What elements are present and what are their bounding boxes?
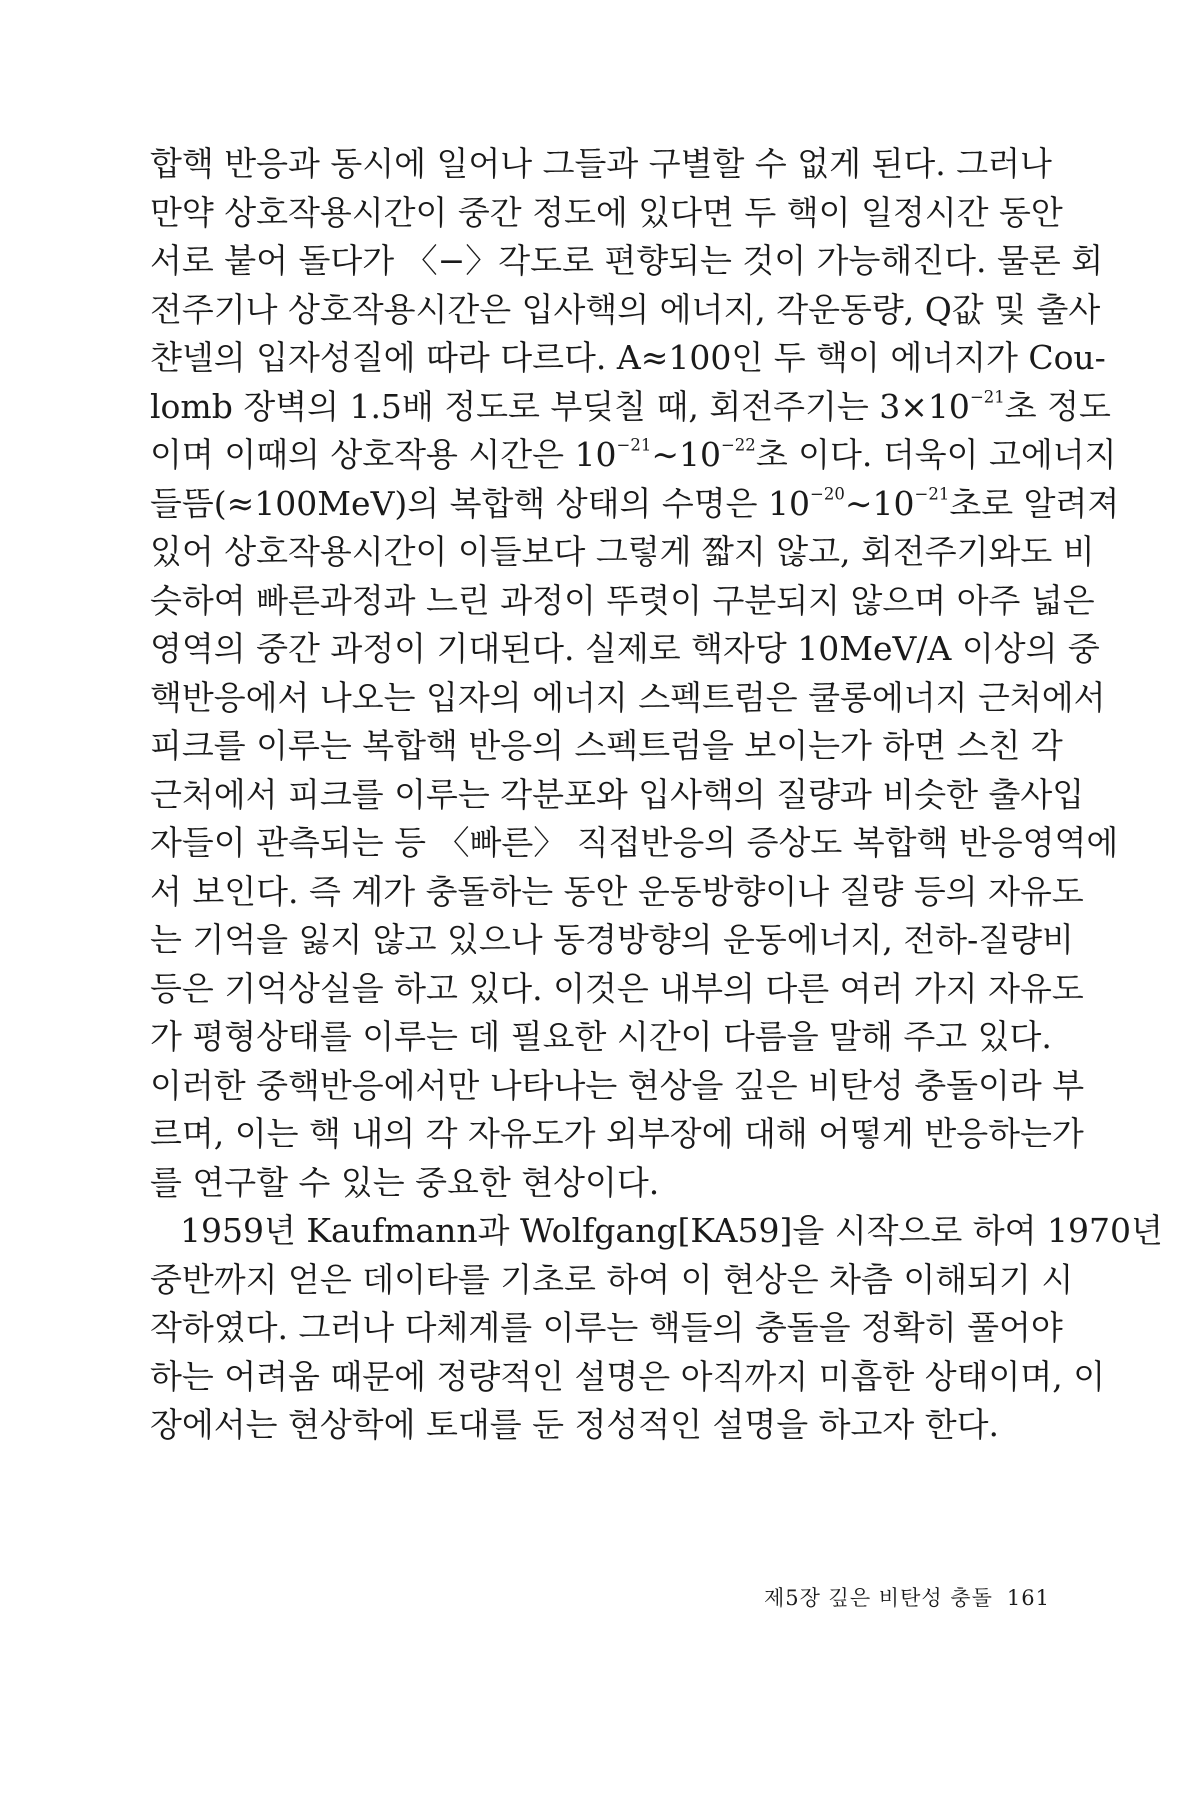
text-line: 르며, 이는 핵 내의 각 자유도가 외부장에 대해 어떻게 반응하는가 (150, 1114, 1084, 1153)
text-line: 있어 상호작용시간이 이들보다 그렇게 짧지 않고, 회전주기와도 비 (150, 532, 1095, 571)
text-line: 하는 어려움 때문에 정량적인 설명은 아직까지 미흡한 상태이며, 이 (150, 1356, 1106, 1396)
text-line: 1959년 Kaufmann과 Wolfgang[KA59]을 시작으로 하여 1970년 (180, 1211, 1163, 1250)
text-line: 자들이 관측되는 등 〈빠른〉 직접반응의 증상도 복합핵 반응영역에 (150, 823, 1119, 862)
text-line: 중반까지 얻은 데이타를 기초로 하여 이 현상은 차츰 이해되기 시 (150, 1259, 1074, 1299)
text-line: 이러한 중핵반응에서만 나타나는 현상을 깊은 비탄성 충돌이라 부 (150, 1065, 1085, 1105)
text-segment: 들뜸(≈100MeV)의 복합핵 상태의 수명은 10 (150, 483, 811, 523)
text-line: 근처에서 피크를 이루는 각분포와 입사핵의 질량과 비슷한 출사입 (150, 774, 1085, 814)
text-segment: ∼10 (651, 435, 721, 474)
text-line (150, 383, 1111, 432)
text-line: 합핵 반응과 동시에 일어나 그들과 구별할 수 없게 된다. 그러나 (150, 144, 1052, 183)
superscript: −20 (810, 483, 845, 503)
text-segment: ∼10 (844, 483, 915, 523)
text-segment: 이며 이때의 상호작용 시간은 10 (150, 435, 617, 474)
text-line: 피크를 이루는 복합핵 반응의 스펙트럼을 보이는가 하면 스친 각 (150, 726, 1063, 765)
text-line: 를 연구할 수 있는 중요한 현상이다. (150, 1162, 660, 1202)
text-line: 전주기나 상호작용시간은 입사핵의 에너지, 각운동량, Q값 및 출사 (150, 289, 1101, 329)
text-line: 챤넬의 입자성질에 따라 다르다. A≈100인 두 핵이 에너지가 Cou- (150, 338, 1106, 377)
text-line: 서로 붙어 돌다가 〈−〉각도로 편향되는 것이 가능해진다. 물론 회 (150, 241, 1104, 280)
text-line: 는 기억을 잃지 않고 있으나 동경방향의 운동에너지, 전하-질량비 (150, 920, 1074, 959)
body-text (150, 140, 1163, 1450)
text-line: 영역의 중간 과정이 기대된다. 실제로 핵자당 10MeV/A 이상의 중 (150, 629, 1100, 668)
text-line: 핵반응에서 나오는 입자의 에너지 스펙트럼은 쿨롱에너지 근처에서 (150, 677, 1106, 717)
text-line: 서 보인다. 즉 계가 충돌하는 동안 운동방향이나 질량 등의 자유도 (150, 871, 1084, 911)
superscript: −22 (720, 435, 756, 455)
text-line: 슷하여 빠른과정과 느린 과정이 뚜렷이 구분되지 않으며 아주 넓은 (150, 580, 1095, 620)
superscript: −21 (914, 483, 950, 503)
text-line: 등은 기억상실을 하고 있다. 이것은 내부의 다른 여러 가지 자유도 (150, 968, 1084, 1008)
text-line (150, 431, 1117, 480)
text-segment: lomb 장벽의 1.5배 정도로 부딪칠 때, 회전주기는 3×10 (150, 386, 970, 426)
superscript: −21 (969, 386, 1005, 406)
superscript: −21 (616, 435, 652, 455)
text-segment: 초로 알려져 (949, 483, 1120, 523)
text-segment: 초 이다. 더욱이 고에너지 (755, 435, 1117, 474)
text-line: 가 평형상태를 이루는 데 필요한 시간이 다름을 말해 주고 있다. (150, 1017, 1052, 1056)
text-line (150, 480, 1120, 529)
page-number: 161 (1006, 1586, 1050, 1610)
page-footer (690, 1582, 1050, 1612)
chapter-title: 제5장 깊은 비탄성 충돌 (763, 1586, 993, 1610)
text-segment: 초 정도 (1004, 386, 1111, 426)
text-line: 작하였다. 그러나 다체계를 이루는 핵들의 충돌을 정확히 풀어야 (150, 1308, 1063, 1347)
text-line: 만약 상호작용시간이 중간 정도에 있다면 두 핵이 일정시간 동안 (150, 192, 1063, 232)
text-line: 장에서는 현상학에 토대를 둔 정성적인 설명을 하고자 한다. (150, 1405, 999, 1444)
